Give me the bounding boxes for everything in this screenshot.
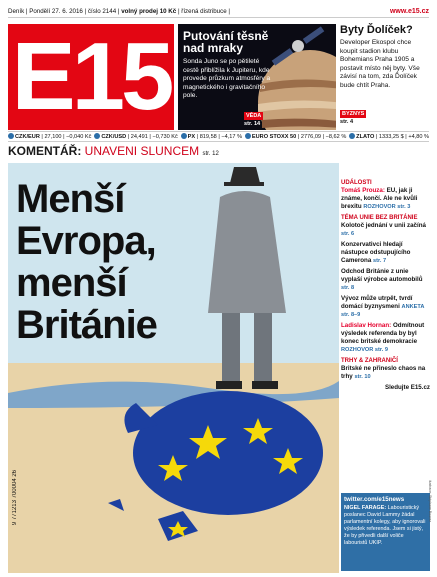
sidebar-heading: UDÁLOSTI [341,180,372,186]
sidebar-item[interactable]: Konzervativci hledají nástupce odstupujícího Camerona str. 7 [341,241,411,264]
twitter-author: NIGEL FARAGE: [344,505,387,511]
twitter-handle[interactable]: twitter.com/e15news [344,496,405,503]
e15-logo: E15 [8,24,174,130]
issue-meta: Deník | Pondělí 27. 6. 2016 | číslo 2144 | [8,8,122,15]
sidebar-heading: TÉMA UNIE BEZ BRITÁNIE [341,215,418,221]
headline-line: Evropa, [16,219,156,263]
ticker: ZLATO | 1333,25 $ | +4,80 % [349,133,429,140]
ticker: CZK/USD | 24,491 | −0,730 Kč [94,133,177,140]
sidebar-item[interactable]: Vývoz může utrpět, tvrdí domácí byznysmeni ANKETA str. 8–9 [341,295,425,318]
sidebar [341,176,430,395]
currency-icon [8,133,14,139]
main-headline[interactable] [16,178,157,346]
sidebar-item[interactable]: Tomáš Prouza: EU, jak ji známe, končí. Ale ne kvůli brexitu ROZHOVOR str. 3 [341,187,418,210]
twitter-text: Labouristický poslanec David Lammy žádal parlamentní kolegy, aby ignorovali výsledek referenda. Jsem si jistý, že by přivedli další voliče labouristů UKIP. [344,505,426,546]
barcode: 9 771213 700004 26 [12,470,18,526]
juno-body: Sonda Juno se po pětileté cestě přiblížila k Jupiteru, kde provede průzkum atmosféry a magnetického i gravitačního pole. [183,58,271,100]
page-ref: str. 4 [340,119,354,125]
headline-line: Británie [16,303,157,347]
ticker: PX | 819,58 | −4,17 % [181,133,242,140]
byty-teaser[interactable] [340,24,430,130]
section-tag: VĚDA [246,113,262,119]
market-tickers [8,131,429,142]
sidebar-heading: TRHY & ZAHRANIČÍ [341,358,398,364]
commentary-ref: str. 12 [202,151,219,157]
index-icon [245,133,251,139]
commentary-label: KOMENTÁŘ: [8,144,82,158]
headline-line: menší [16,261,127,305]
currency-icon [94,133,100,139]
follow-link[interactable]: Sledujte E15.cz [384,384,430,391]
site-link[interactable]: www.e15.cz [389,8,429,15]
juno-text [183,30,275,101]
commentary-teaser[interactable] [8,144,219,160]
gold-icon [349,133,355,139]
section-tag: BYZNYS [342,111,365,117]
illustration-credit: ilustrace: Stéphane Bourez [428,480,432,523]
twitter-box[interactable] [341,493,430,571]
price: volný prodej 10 Kč [121,8,177,15]
commentary-title: UNAVENI SLUNCEM [84,144,200,158]
distribution: | řízená distribuce | [176,8,230,15]
page-ref: str. 14 [244,121,261,127]
juno-teaser[interactable] [178,24,336,130]
sidebar-item[interactable]: Kolotoč jednání v unii začíná str. 6 [341,222,426,237]
top-bar [8,6,429,18]
juno-title: Putování těsně nad mraky [183,29,269,55]
sidebar-item[interactable]: Odchod Británie z unie vyplaší výrobce automobilů str. 8 [341,268,423,291]
sidebar-item[interactable]: Ladislav Hornan: Odmítnout výsledek referenda by byl konec britské demokracie ROZHOVOR str. 9 [341,322,425,353]
byty-body: Developer Ekospol chce koupit stadion klubu Bohemians Praha 1905 a postavit místo něj byty. Vše závisí na tom, zda Ďolíček bude chtít Praha. [340,39,420,89]
ticker: CZK/EUR | 27,100 | −0,040 Kč [8,133,91,140]
headline-line: Menší [16,177,125,221]
ticker: EURO STOXX 50 | 2776,09 | −8,62 % [245,133,346,140]
issue-info [8,8,230,15]
byty-title: Byty Ďolíček? [340,24,413,36]
index-icon [181,133,187,139]
sidebar-item[interactable]: Britské ne přineslo chaos na trhy str. 10 [341,365,426,380]
